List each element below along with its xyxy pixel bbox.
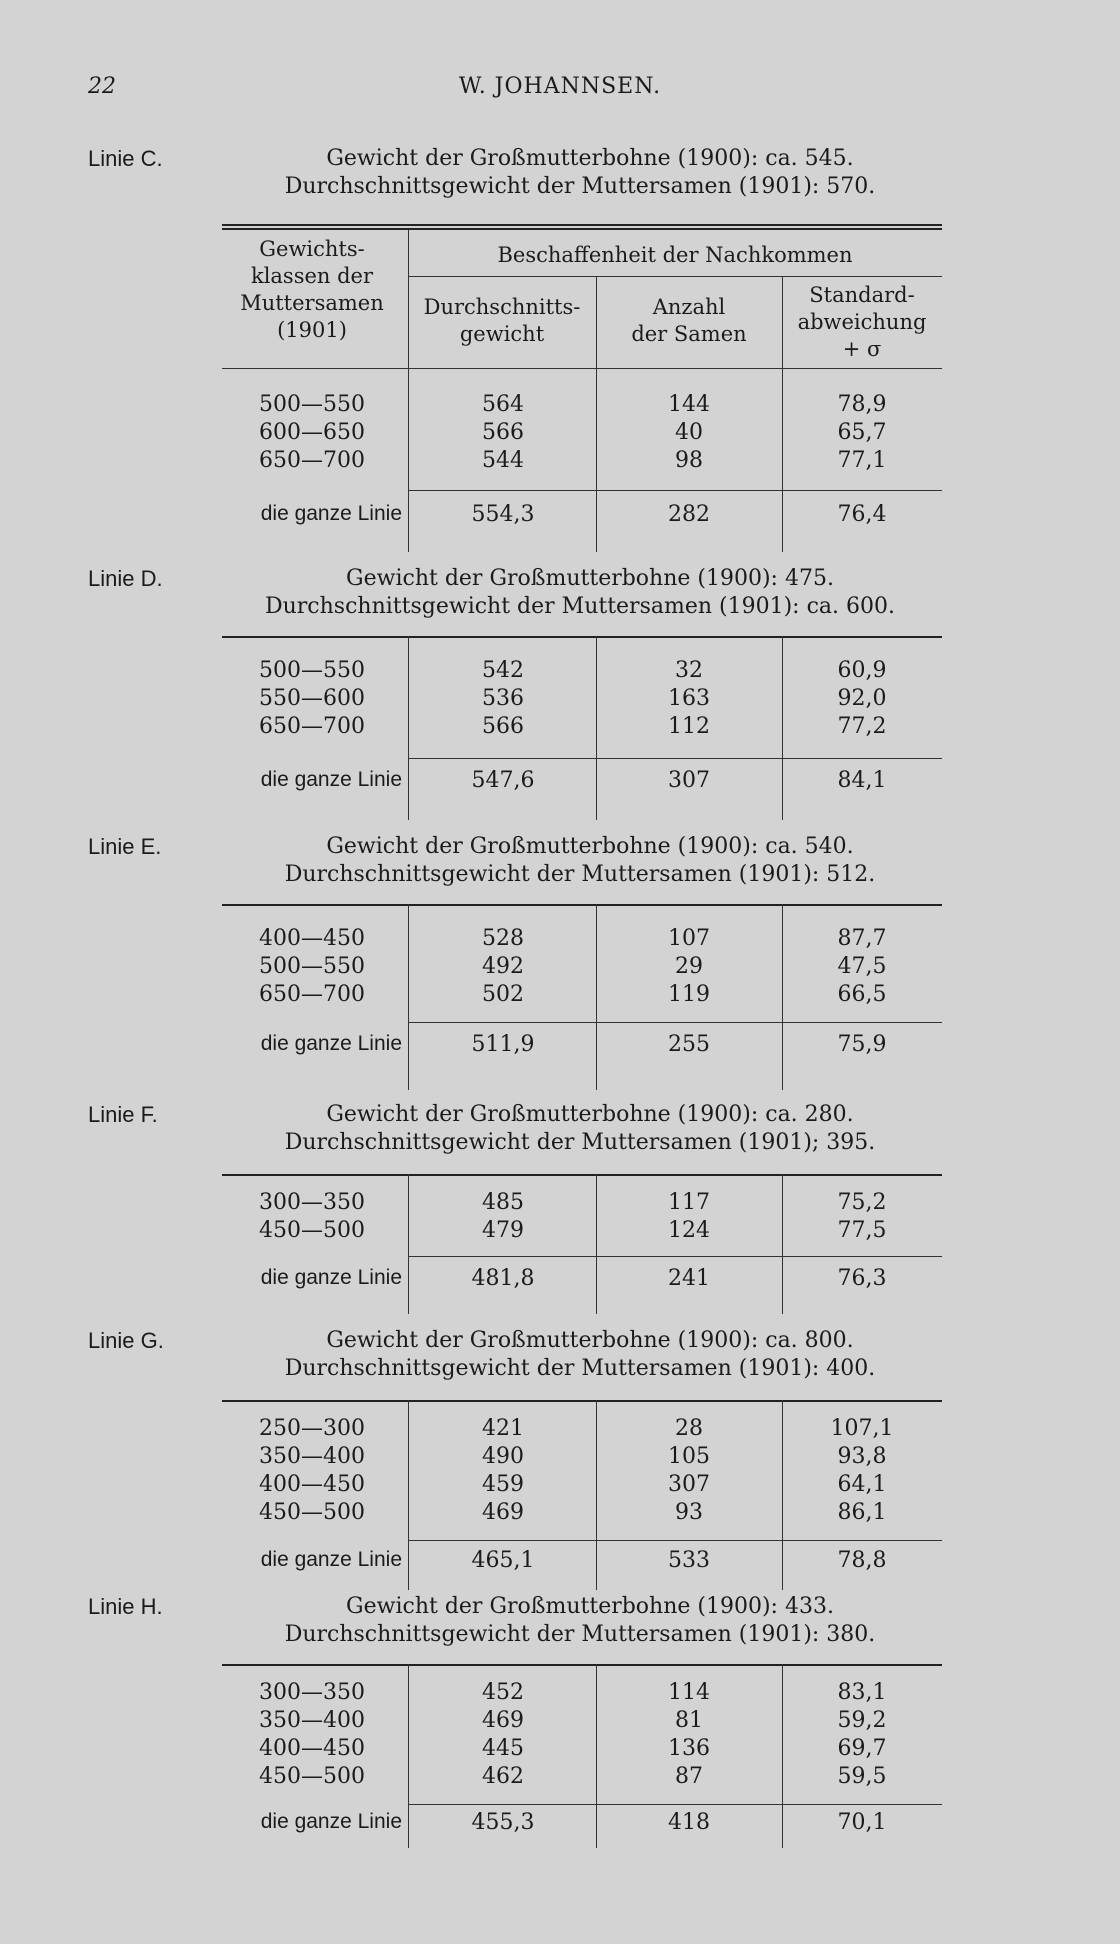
cell-std: 69,7 [837, 1736, 887, 1761]
data-table [222, 636, 942, 820]
header-line: der Samen [631, 322, 747, 346]
cell-count: 124 [668, 1218, 710, 1243]
table-row [222, 1218, 942, 1248]
cell-average: 528 [482, 926, 524, 951]
cell-std: 75,9 [837, 1032, 887, 1057]
cell-std: 77,2 [837, 714, 887, 739]
mother-average-weight: Durchschnittsgewicht der Muttersamen (1901); 395. [284, 1130, 876, 1155]
page-number: 22 [88, 74, 116, 99]
cell-count: 282 [668, 502, 710, 527]
cell-count: 307 [668, 1472, 710, 1497]
cell-std: 59,2 [837, 1708, 887, 1733]
cell-average: 492 [482, 954, 524, 979]
cell-std: 78,9 [837, 392, 887, 417]
cell-average: 465,1 [471, 1548, 535, 1573]
cell-std: 107,1 [830, 1416, 894, 1441]
cell-average: 554,3 [471, 502, 535, 527]
rule [222, 224, 942, 226]
cell-count: 28 [675, 1416, 703, 1441]
section-label: Linie G. [88, 1328, 164, 1353]
rule [222, 1664, 942, 1666]
table-row [222, 1472, 942, 1502]
cell-average: 564 [482, 392, 524, 417]
total-rule [408, 1540, 942, 1541]
data-table [222, 904, 942, 1090]
column-header-seed-count [596, 294, 782, 348]
table-row [222, 954, 942, 984]
rule [222, 1400, 942, 1402]
cell-total-label: die ganze Linie [260, 1810, 402, 1833]
section-label: Linie F. [88, 1102, 158, 1127]
cell-average: 485 [482, 1190, 524, 1215]
cell-count: 93 [675, 1500, 703, 1525]
total-rule [408, 1804, 942, 1805]
running-title: W. JOHANNSEN. [458, 74, 662, 99]
cell-class: 400—450 [259, 1472, 365, 1497]
cell-average: 566 [482, 714, 524, 739]
grandmother-weight: Gewicht der Großmutterbohne (1900): 433. [346, 1594, 834, 1619]
total-row [222, 768, 942, 798]
cell-average: 452 [482, 1680, 524, 1705]
header-line: Anzahl [652, 295, 726, 319]
mother-average-weight: Durchschnittsgewicht der Muttersamen (1901): 380. [284, 1622, 876, 1647]
cell-std: 83,1 [837, 1680, 887, 1705]
cell-average: 421 [482, 1416, 524, 1441]
header-line: Muttersamen [240, 291, 384, 315]
total-rule [408, 490, 942, 491]
cell-total-label: die ganze Linie [260, 1548, 402, 1571]
cell-count: 114 [668, 1680, 710, 1705]
cell-count: 117 [668, 1190, 710, 1215]
rule [222, 228, 942, 230]
column-group-header: Beschaffenheit der Nachkommen [497, 243, 853, 267]
cell-average: 490 [482, 1444, 524, 1469]
cell-class: 350—400 [259, 1708, 365, 1733]
section-label: Linie E. [88, 834, 162, 859]
cell-average: 542 [482, 658, 524, 683]
table-row [222, 926, 942, 956]
cell-average: 481,8 [471, 1266, 535, 1291]
header-line: abweichung [797, 310, 927, 334]
cell-total-label: die ganze Linie [260, 1266, 402, 1289]
cell-class: 300—350 [259, 1680, 365, 1705]
header-line: gewicht [459, 322, 545, 346]
table-row [222, 1444, 942, 1474]
column-header-weight-class [222, 236, 402, 344]
cell-std: 78,8 [837, 1548, 887, 1573]
cell-count: 144 [668, 392, 710, 417]
rule [222, 1174, 942, 1176]
rule [222, 904, 942, 906]
data-table [222, 1664, 942, 1848]
cell-count: 112 [668, 714, 710, 739]
cell-average: 502 [482, 982, 524, 1007]
mother-average-weight: Durchschnittsgewicht der Muttersamen (1901): 570. [284, 174, 876, 199]
cell-average: 469 [482, 1708, 524, 1733]
cell-average: 544 [482, 448, 524, 473]
header-line: klassen der [250, 264, 374, 288]
cell-count: 107 [668, 926, 710, 951]
rule [222, 636, 942, 638]
table-row [222, 686, 942, 716]
total-row [222, 1032, 942, 1062]
data-table [222, 1400, 942, 1590]
mother-average-weight: Durchschnittsgewicht der Muttersamen (1901): 400. [284, 1356, 876, 1381]
cell-class: 300—350 [259, 1190, 365, 1215]
cell-average: 469 [482, 1500, 524, 1525]
table-row [222, 392, 942, 422]
cell-class: 600—650 [259, 420, 365, 445]
cell-average: 479 [482, 1218, 524, 1243]
total-row [222, 1266, 942, 1296]
grandmother-weight: Gewicht der Großmutterbohne (1900): ca. 800. [326, 1328, 854, 1353]
grandmother-weight: Gewicht der Großmutterbohne (1900): ca. 540. [326, 834, 854, 859]
cell-class: 450—500 [259, 1218, 365, 1243]
total-row [222, 502, 942, 532]
cell-class: 650—700 [259, 448, 365, 473]
total-row [222, 1548, 942, 1578]
column-header-std-deviation [782, 282, 942, 363]
cell-std: 60,9 [837, 658, 887, 683]
cell-std: 47,5 [837, 954, 887, 979]
total-rule [408, 1256, 942, 1257]
table-row [222, 1680, 942, 1710]
column-header-average-weight [408, 294, 596, 348]
cell-average: 547,6 [471, 768, 535, 793]
cell-count: 32 [675, 658, 703, 683]
table-row [222, 658, 942, 688]
cell-count: 40 [675, 420, 703, 445]
cell-class: 500—550 [259, 954, 365, 979]
table-row [222, 982, 942, 1012]
grandmother-weight: Gewicht der Großmutterbohne (1900): ca. 545. [326, 146, 854, 171]
data-table [222, 1174, 942, 1314]
table-row [222, 1416, 942, 1446]
table-row [222, 448, 942, 478]
mother-average-weight: Durchschnittsgewicht der Muttersamen (1901): ca. 600. [264, 594, 895, 619]
cell-count: 418 [668, 1810, 710, 1835]
header-line: + σ [842, 337, 882, 361]
cell-class: 450—500 [259, 1500, 365, 1525]
cell-count: 105 [668, 1444, 710, 1469]
cell-average: 536 [482, 686, 524, 711]
cell-std: 76,4 [837, 502, 887, 527]
cell-class: 550—600 [259, 686, 365, 711]
cell-class: 650—700 [259, 982, 365, 1007]
group-rule [408, 276, 942, 277]
cell-class: 400—450 [259, 926, 365, 951]
table-row [222, 1708, 942, 1738]
cell-std: 77,5 [837, 1218, 887, 1243]
table-row [222, 714, 942, 744]
section-label: Linie C. [88, 146, 163, 171]
table-row [222, 1736, 942, 1766]
cell-std: 70,1 [837, 1810, 887, 1835]
cell-average: 455,3 [471, 1810, 535, 1835]
total-rule [408, 1022, 942, 1023]
cell-std: 65,7 [837, 420, 887, 445]
cell-average: 459 [482, 1472, 524, 1497]
cell-average: 511,9 [471, 1032, 535, 1057]
cell-count: 98 [675, 448, 703, 473]
grandmother-weight: Gewicht der Großmutterbohne (1900): ca. 280. [326, 1102, 854, 1127]
cell-count: 87 [675, 1764, 703, 1789]
cell-count: 81 [675, 1708, 703, 1733]
cell-class: 500—550 [259, 392, 365, 417]
cell-std: 92,0 [837, 686, 887, 711]
cell-class: 400—450 [259, 1736, 365, 1761]
cell-total-label: die ganze Linie [260, 768, 402, 791]
cell-class: 250—300 [259, 1416, 365, 1441]
cell-std: 66,5 [837, 982, 887, 1007]
cell-count: 29 [675, 954, 703, 979]
cell-count: 241 [668, 1266, 710, 1291]
header-line: (1901) [277, 318, 347, 342]
mother-average-weight: Durchschnittsgewicht der Muttersamen (1901): 512. [284, 862, 876, 887]
cell-std: 64,1 [837, 1472, 887, 1497]
data-table [222, 224, 942, 552]
cell-average: 566 [482, 420, 524, 445]
cell-std: 87,7 [837, 926, 887, 951]
total-rule [408, 758, 942, 759]
cell-class: 450—500 [259, 1764, 365, 1789]
cell-count: 163 [668, 686, 710, 711]
header-rule [222, 368, 942, 369]
cell-count: 533 [668, 1548, 710, 1573]
cell-average: 462 [482, 1764, 524, 1789]
cell-std: 77,1 [837, 448, 887, 473]
cell-count: 136 [668, 1736, 710, 1761]
header-line: Gewichts- [259, 237, 365, 261]
grandmother-weight: Gewicht der Großmutterbohne (1900): 475. [346, 566, 834, 591]
cell-std: 75,2 [837, 1190, 887, 1215]
cell-class: 350—400 [259, 1444, 365, 1469]
cell-std: 93,8 [837, 1444, 887, 1469]
cell-total-label: die ganze Linie [260, 1032, 402, 1055]
cell-std: 76,3 [837, 1266, 887, 1291]
cell-count: 255 [668, 1032, 710, 1057]
cell-count: 119 [668, 982, 710, 1007]
cell-class: 500—550 [259, 658, 365, 683]
section-label: Linie H. [88, 1594, 163, 1619]
cell-total-label: die ganze Linie [260, 502, 402, 525]
cell-count: 307 [668, 768, 710, 793]
total-row [222, 1810, 942, 1840]
cell-std: 59,5 [837, 1764, 887, 1789]
cell-average: 445 [482, 1736, 524, 1761]
cell-std: 84,1 [837, 768, 887, 793]
table-row [222, 1764, 942, 1794]
header-line: Durchschnitts- [423, 295, 581, 319]
table-row [222, 1500, 942, 1530]
table-row [222, 420, 942, 450]
cell-class: 650—700 [259, 714, 365, 739]
table-row [222, 1190, 942, 1220]
cell-std: 86,1 [837, 1500, 887, 1525]
header-line: Standard- [809, 283, 915, 307]
section-label: Linie D. [88, 566, 163, 591]
